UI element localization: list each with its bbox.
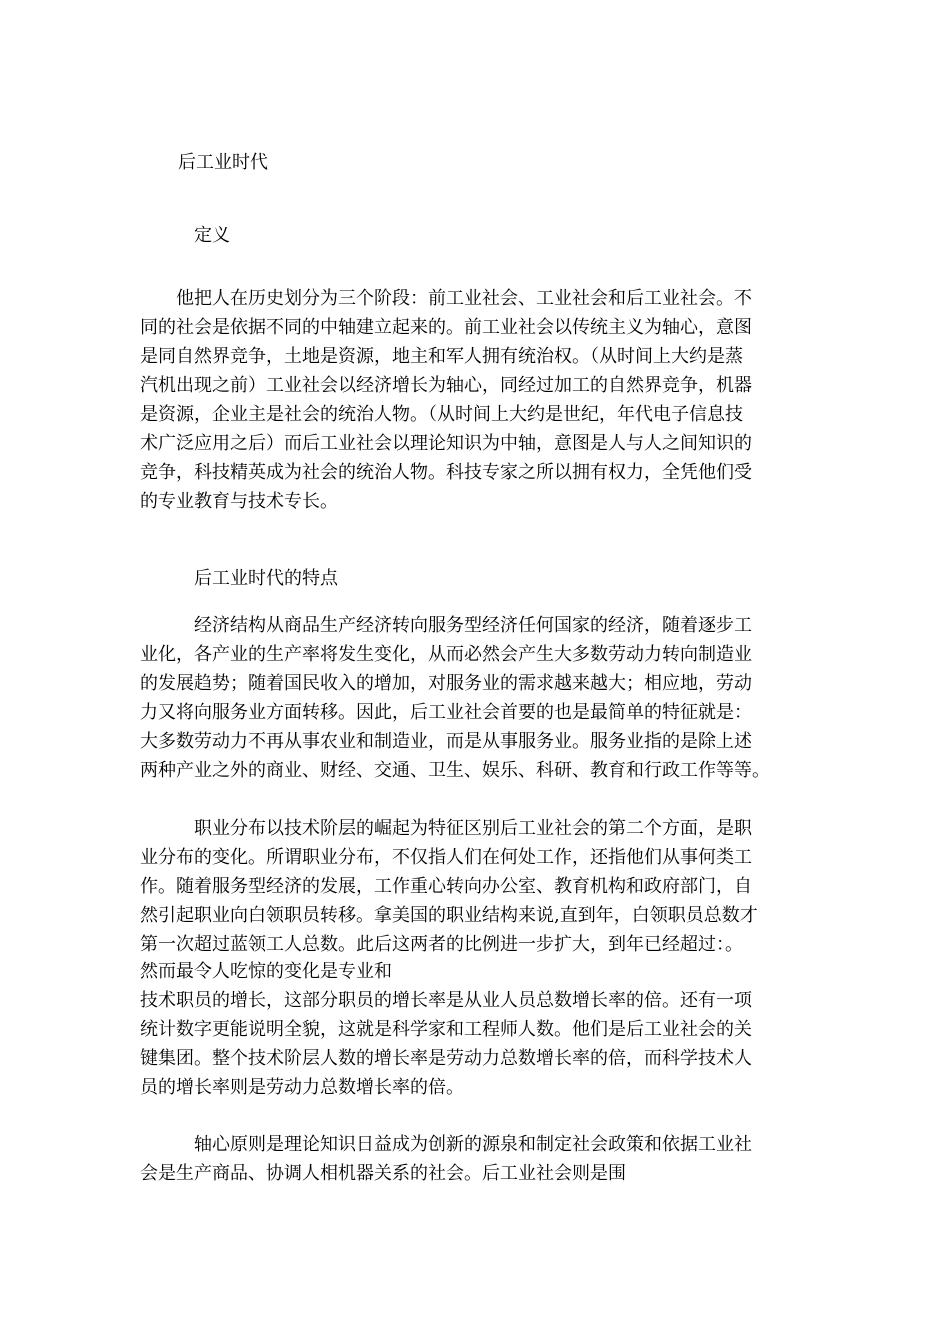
paragraph-line: 统计数字更能说明全貌，这就是科学家和工程师人数。他们是后工业社会的关 bbox=[140, 1019, 752, 1040]
paragraph-line: 员的增长率则是劳动力总数增长率的倍。 bbox=[140, 1077, 464, 1098]
paragraph-line: 大多数劳动力不再从事农业和制造业，而是从事服务业。服务业指的是除上述 bbox=[140, 731, 752, 752]
document-title: 后工业时代 bbox=[178, 152, 268, 173]
paragraph-line: 然引起职业向白领职员转移。拿美国的职业结构来说,直到年，白领职员总数才 bbox=[140, 905, 758, 926]
paragraph-line: 术广泛应用之后）而后工业社会以理论知识为中轴，意图是人与人之间知识的 bbox=[140, 433, 752, 454]
paragraph-line: 力又将向服务业方面转移。因此，后工业社会首要的也是最简单的特征就是： bbox=[140, 702, 752, 723]
definition-heading: 定义 bbox=[194, 225, 230, 246]
paragraph-line: 会是生产商品、协调人相机器关系的社会。后工业社会则是围 bbox=[140, 1163, 626, 1184]
paragraph-line: 竞争，科技精英成为社会的统治人物。科技专家之所以拥有权力，全凭他们受 bbox=[140, 462, 752, 483]
features-heading: 后工业时代的特点 bbox=[194, 568, 338, 589]
paragraph-line: 是同自然界竞争，土地是资源，地主和军人拥有统治权。（从时间上大约是蒸 bbox=[140, 346, 743, 367]
paragraph-line: 的专业教育与技术专长。 bbox=[140, 491, 338, 512]
paragraph-line: 然而最令人吃惊的变化是专业和 bbox=[140, 961, 392, 982]
paragraph-line: 业分布的变化。所谓职业分布，不仅指人们在何处工作，还指他们从事何类工 bbox=[140, 847, 752, 868]
paragraph-line: 键集团。整个技术阶层人数的增长率是劳动力总数增长率的倍，而科学技术人 bbox=[140, 1048, 752, 1069]
paragraph-line: 轴心原则是理论知识日益成为创新的源泉和制定社会政策和依据工业社 bbox=[140, 1134, 752, 1155]
paragraph-line: 两种产业之外的商业、财经、交通、卫生、娱乐、科研、教育和行政工作等等。 bbox=[140, 760, 770, 781]
paragraph-line: 业化，各产业的生产率将发生变化，从而必然会产生大多数劳动力转向制造业 bbox=[140, 644, 752, 665]
paragraph-line: 的发展趋势；随着国民收入的增加，对服务业的需求越来越大；相应地，劳动 bbox=[140, 673, 752, 694]
paragraph-line: 汽机出现之前）工业社会以经济增长为轴心，同经过加工的自然界竞争，机器 bbox=[140, 375, 752, 396]
paragraph-line: 第一次超过蓝领工人总数。此后这两者的比例进一步扩大，到年已经超过：。 bbox=[140, 934, 743, 955]
paragraph-line: 他把人在历史划分为三个阶段：前工业社会、工业社会和后工业社会。不 bbox=[140, 288, 752, 309]
paragraph-line: 是资源，企业主是社会的统治人物。（从时间上大约是世纪，年代电子信息技 bbox=[140, 404, 743, 425]
paragraph-line: 同的社会是依据不同的中轴建立起来的。前工业社会以传统主义为轴心，意图 bbox=[140, 317, 752, 338]
paragraph-line: 作。随着服务型经济的发展，工作重心转向办公室、教育机构和政府部门，自 bbox=[140, 876, 752, 897]
paragraph-line: 职业分布以技术阶层的崛起为特征区别后工业社会的第二个方面，是职 bbox=[140, 818, 752, 839]
paragraph-line: 技术职员的增长，这部分职员的增长率是从业人员总数增长率的倍。还有一项 bbox=[140, 990, 752, 1011]
paragraph-line: 经济结构从商品生产经济转向服务型经济任何国家的经济，随着逐步工 bbox=[140, 615, 752, 636]
